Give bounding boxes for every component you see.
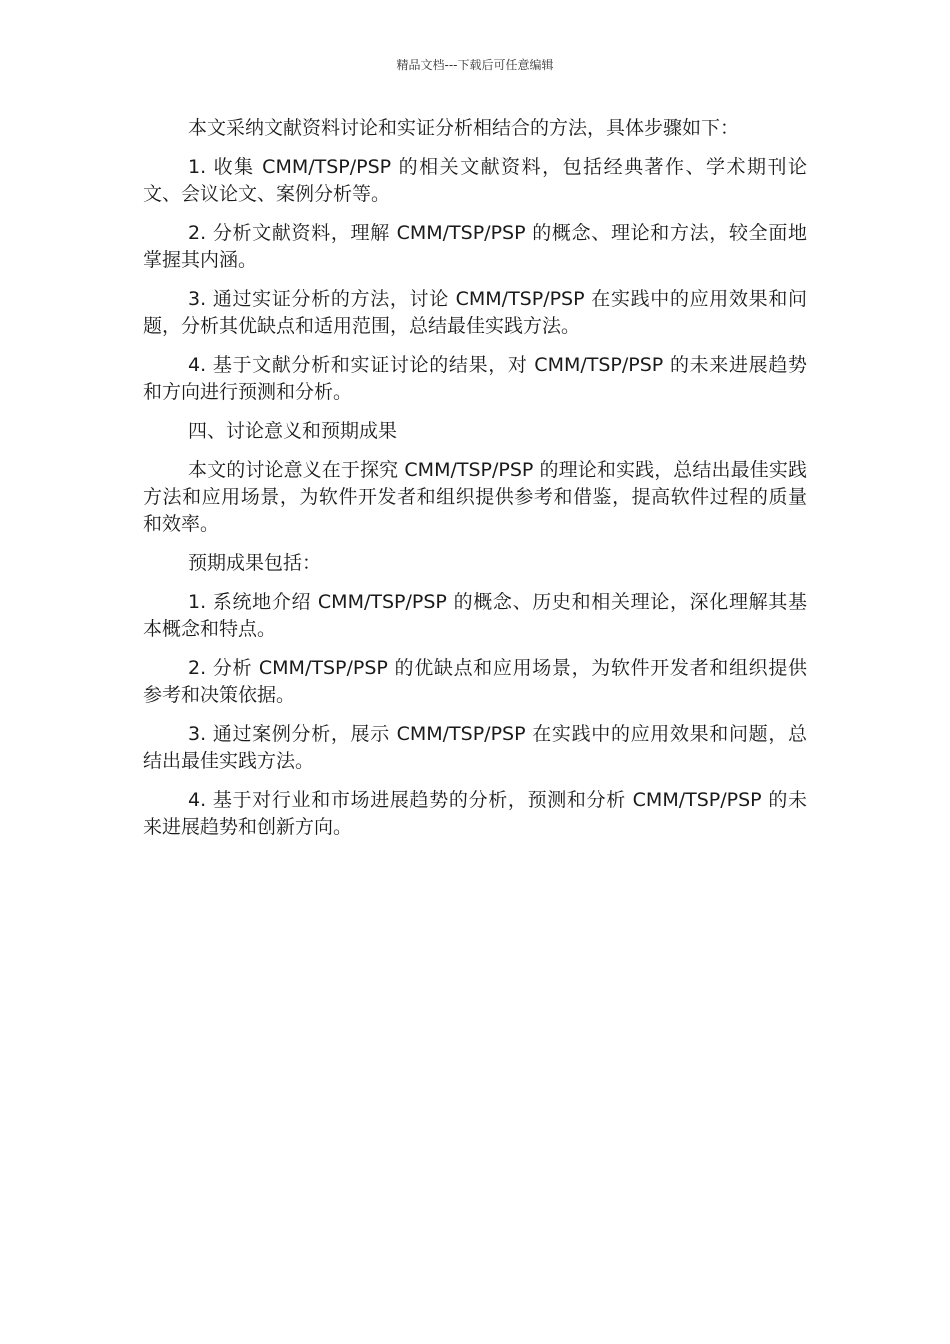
paragraph-step-1: 1. 收集 CMM/TSP/PSP 的相关文献资料，包括经典著作、学术期刊论文、会议论文、案例分析等。: [143, 156, 807, 205]
document-body: [143, 115, 807, 853]
paragraph-outcome-2: 2. 分析 CMM/TSP/PSP 的优缺点和应用场景，为软件开发者和组织提供参考和决策依据。: [143, 657, 807, 706]
paragraph-outcomes-intro: 预期成果包括：: [188, 552, 322, 574]
paragraph-step-2: 2. 分析文献资料，理解 CMM/TSP/PSP 的概念、理论和方法，较全面地掌握其内涵。: [143, 222, 807, 271]
paragraph-outcome-4: 4. 基于对行业和市场进展趋势的分析，预测和分析 CMM/TSP/PSP 的未来进展趋势和创新方向。: [143, 789, 807, 838]
paragraph-step-4: 4. 基于文献分析和实证讨论的结果，对 CMM/TSP/PSP 的未来进展趋势和方向进行预测和分析。: [143, 354, 807, 403]
section-heading: 四、讨论意义和预期成果: [188, 420, 398, 442]
paragraph-method-intro: 本文采纳文献资料讨论和实证分析相结合的方法，具体步骤如下：: [188, 117, 740, 139]
paragraph-outcome-1: 1. 系统地介绍 CMM/TSP/PSP 的概念、历史和相关理论，深化理解其基本概念和特点。: [143, 591, 807, 640]
paragraph-significance: 本文的讨论意义在于探究 CMM/TSP/PSP 的理论和实践，总结出最佳实践方法和应用场景，为软件开发者和组织提供参考和借鉴，提高软件过程的质量和效率。: [143, 459, 807, 535]
paragraph-step-3: 3. 通过实证分析的方法，讨论 CMM/TSP/PSP 在实践中的应用效果和问题，分析其优缺点和适用范围，总结最佳实践方法。: [143, 288, 807, 337]
page-header: 精品文档---下载后可任意编辑: [396, 58, 554, 72]
paragraph-outcome-3: 3. 通过案例分析，展示 CMM/TSP/PSP 在实践中的应用效果和问题，总结出最佳实践方法。: [143, 723, 807, 772]
